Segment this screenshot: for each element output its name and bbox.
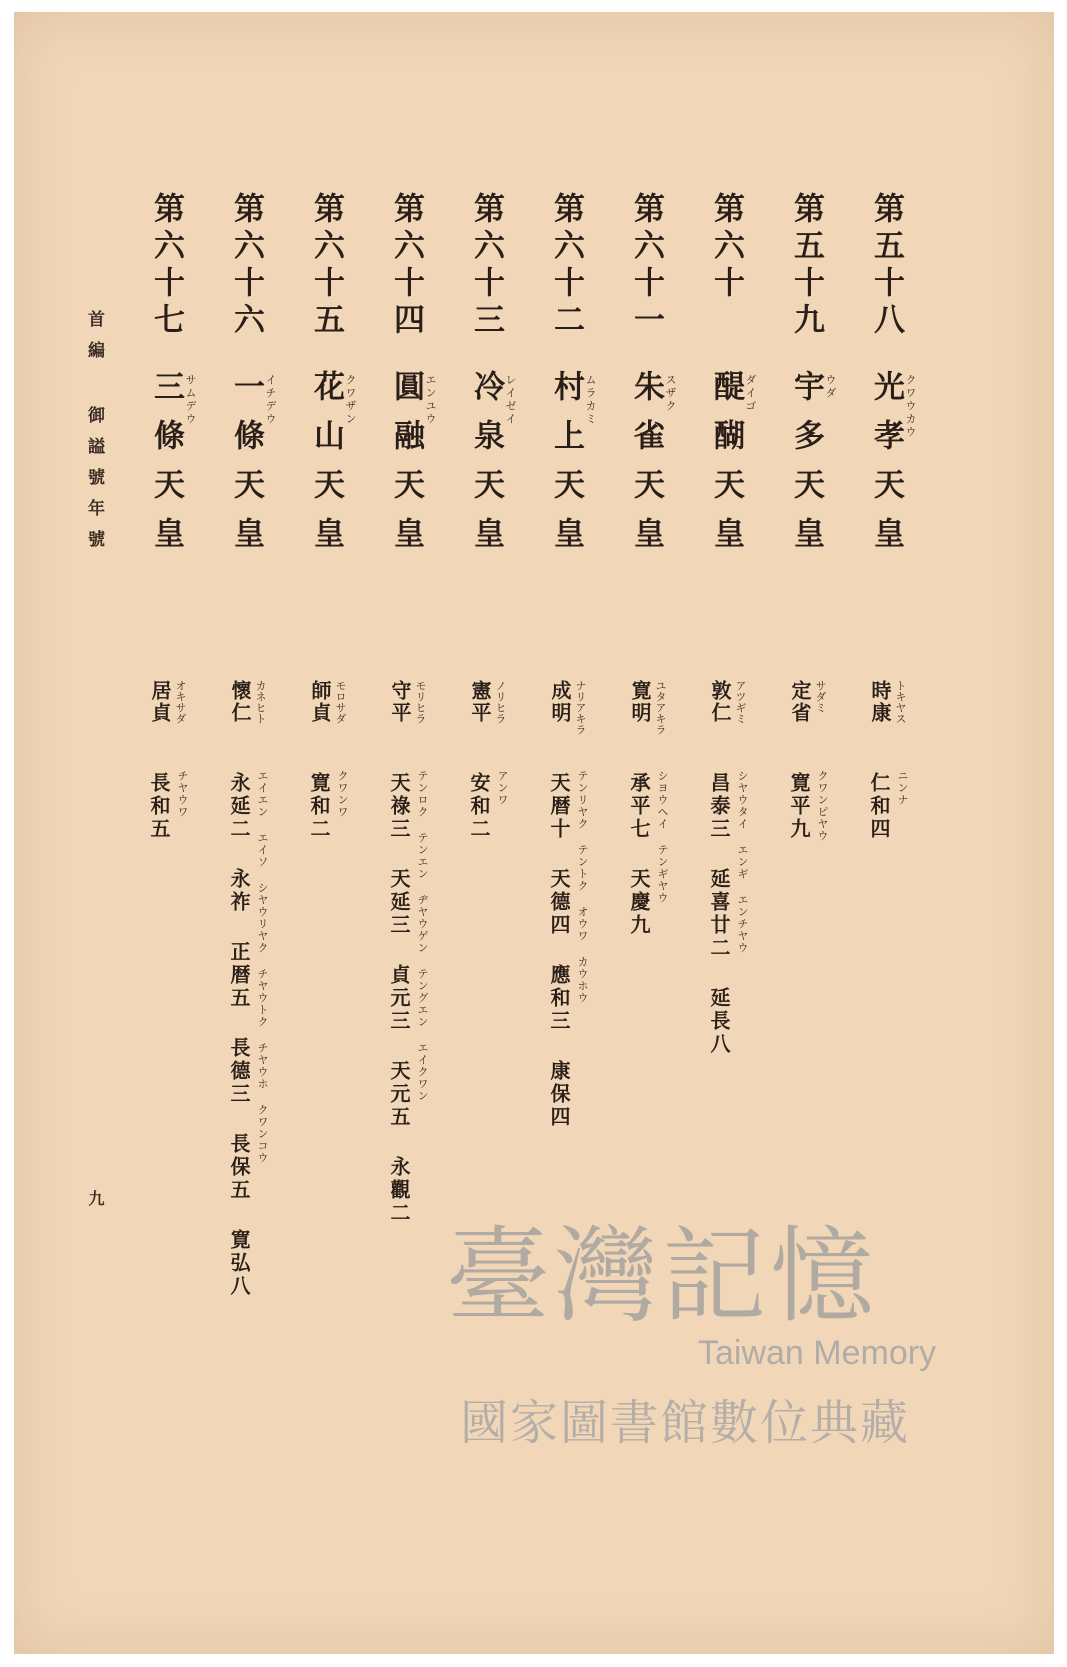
emperor-column-63 [450, 192, 520, 592]
emperor-name: 花山天皇 [308, 370, 344, 566]
era-list: 仁和四 [867, 772, 891, 841]
emperor-name-ruby: スザク [664, 374, 677, 413]
era-list: 天祿三 天延三 貞元三 天元五 永觀二 [387, 772, 411, 1225]
given-name-ruby: トキヤス [894, 680, 907, 724]
emperor-column-64 [370, 192, 440, 592]
era-list-ruby: クワンピヤウ [816, 770, 829, 842]
emperor-name: 光孝天皇 [868, 370, 904, 566]
watermark-chinese: 國家圖書館數位典藏 [460, 1395, 911, 1451]
era-list: 安和二 [467, 772, 491, 841]
watermark-calligraphy: 臺灣記憶 [446, 1215, 879, 1337]
ordinal: 第六十六 [228, 192, 264, 340]
emperor-name: 村上天皇 [548, 370, 584, 566]
emperor-column-61 [610, 192, 680, 592]
emperor-name: 一條天皇 [228, 370, 264, 566]
emperor-name-ruby: レイゼイ [504, 374, 517, 426]
given-name-ruby: ナリアキラ [574, 680, 587, 735]
given-name-ruby: ノリヒラ [494, 680, 507, 724]
given-name: 時康 [868, 680, 892, 724]
era-list: 昌泰三 延喜廿二 延長八 [707, 772, 731, 1056]
era-list: 長和五 [147, 772, 171, 841]
emperor-column-58 [850, 192, 920, 592]
ordinal: 第五十八 [868, 192, 904, 340]
emperor-column-65 [290, 192, 360, 592]
given-name: 敦仁 [708, 680, 732, 724]
ordinal: 第五十九 [788, 192, 824, 340]
emperor-name-ruby: イチデウ [264, 374, 277, 426]
era-list-ruby: アンワ [496, 770, 509, 806]
emperor-name: 圓融天皇 [388, 370, 424, 566]
emperor-column-59 [770, 192, 840, 592]
ordinal: 第六十五 [308, 192, 344, 340]
page-number: 九 [86, 1190, 105, 1206]
emperor-name-ruby: ダイゴ [744, 374, 757, 413]
era-list: 寛和二 [307, 772, 331, 841]
given-name: 守平 [388, 680, 412, 724]
ordinal: 第六十 [708, 192, 744, 303]
era-list-ruby: ニンナ [896, 770, 909, 806]
emperor-name: 三條天皇 [148, 370, 184, 566]
era-list-ruby: テンリヤク テントク オウワ カウホウ [576, 770, 589, 1004]
emperor-name: 醍醐天皇 [708, 370, 744, 566]
ordinal: 第六十三 [468, 192, 504, 340]
ordinal: 第六十七 [148, 192, 184, 340]
given-name-ruby: オキサダ [174, 680, 187, 724]
given-name-ruby: モロサダ [334, 680, 347, 724]
emperor-name-ruby: クワウカウ [904, 374, 917, 439]
emperor-name-ruby: エンユウ [424, 374, 437, 426]
era-list-ruby: チヤウワ [176, 770, 189, 818]
era-list-ruby: シヤウタイ エンギ エンチヤウ [736, 770, 749, 954]
given-name: 居貞 [148, 680, 172, 724]
watermark-english: Taiwan Memory [698, 1334, 937, 1372]
ordinal: 第六十一 [628, 192, 664, 340]
given-name-ruby: ユタアキラ [654, 680, 667, 735]
emperor-name-ruby: ムラカミ [584, 374, 597, 426]
given-name: 寛明 [628, 680, 652, 724]
era-list-ruby: クワンワ [336, 770, 349, 818]
emperor-name-ruby: ウダ [824, 374, 837, 400]
given-name-ruby: カネヒト [254, 680, 267, 724]
ordinal: 第六十二 [548, 192, 584, 340]
emperor-column-60 [690, 192, 760, 592]
given-name: 憲平 [468, 680, 492, 724]
emperor-name: 宇多天皇 [788, 370, 824, 566]
book-page [14, 12, 1054, 1654]
ordinal: 第六十四 [388, 192, 424, 340]
emperor-name-ruby: クワザン [344, 374, 357, 426]
era-list-ruby: テンロク テンエン ヂヤウゲン テングエン エイクワン [416, 770, 429, 1102]
emperor-column-62 [530, 192, 600, 592]
given-name-ruby: モリヒラ [414, 680, 427, 724]
era-list: 天暦十 天德四 應和三 康保四 [547, 772, 571, 1129]
era-list: 寛平九 [787, 772, 811, 841]
side-title: 首編 御謚號年號 [84, 310, 104, 561]
given-name: 成明 [548, 680, 572, 724]
era-list: 永延二 永祚 正暦五 長德三 長保五 寛弘八 [227, 772, 251, 1298]
given-name-ruby: アツギミ [734, 680, 747, 724]
emperor-column-67 [130, 192, 200, 592]
given-name: 懷仁 [228, 680, 252, 724]
emperor-name-ruby: サムデウ [184, 374, 197, 426]
era-list-ruby: エイエン エイソ シヤウリヤク チヤウトク チヤウホ クワンコウ [256, 770, 269, 1164]
emperor-name: 冷泉天皇 [468, 370, 504, 566]
given-name: 定省 [788, 680, 812, 724]
emperor-column-66 [210, 192, 280, 592]
emperor-name: 朱雀天皇 [628, 370, 664, 566]
given-name-ruby: サダミ [814, 680, 827, 713]
era-list: 承平七 天慶九 [627, 772, 651, 937]
given-name: 師貞 [308, 680, 332, 724]
era-list-ruby: シヨウヘイ テンギヤウ [656, 770, 669, 904]
